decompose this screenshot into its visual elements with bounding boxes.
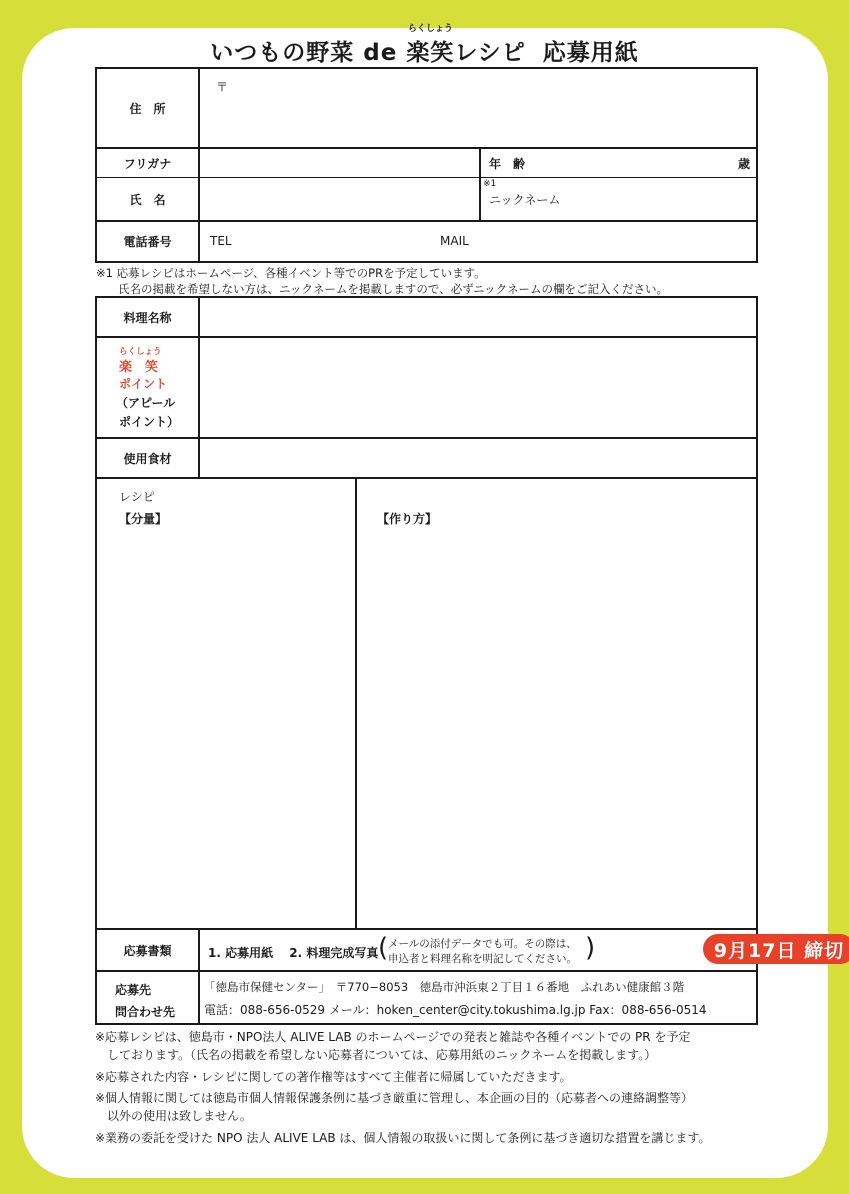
tel-label: TEL bbox=[210, 234, 232, 248]
title-rakusho bbox=[406, 24, 455, 67]
appeal-rakusho: 楽 笑 bbox=[119, 360, 159, 375]
title-text-3: 楽笑 bbox=[406, 40, 455, 66]
phone-label: 電話番号 bbox=[123, 235, 172, 249]
appeal-point-word: ポイント bbox=[119, 377, 168, 391]
form-title bbox=[0, 24, 849, 67]
ingredients-field[interactable] bbox=[200, 439, 756, 477]
title-text-1: いつもの野菜 bbox=[210, 40, 355, 66]
amount-label: 【分量】 bbox=[119, 512, 168, 526]
appeal-ruby: らくしょう bbox=[119, 347, 162, 357]
phone-field[interactable] bbox=[200, 222, 756, 261]
note-1-line-1: ※1 応募レシピはホームページ、各種イベント等でのPRを予定しています。 bbox=[96, 266, 486, 280]
age-field[interactable] bbox=[481, 149, 756, 177]
appeal-point-field[interactable] bbox=[200, 338, 756, 437]
applicant-block bbox=[95, 67, 758, 263]
footnote-2: ※応募された内容・レシピに関しての著作権等はすべて主催者に帰属していただきます。 bbox=[95, 1070, 572, 1084]
method-label: 【作り方】 bbox=[377, 512, 438, 526]
footnote-1b: しております。（氏名の掲載を希望しない応募者については、応募用紙のニックネームを掲載します。） bbox=[107, 1048, 657, 1062]
paren-note-1: メールの添付データでも可。その際は、 bbox=[388, 938, 577, 950]
appeal-point-label bbox=[97, 338, 198, 437]
appeal-paren-1: （アピール bbox=[116, 396, 176, 410]
name-label: 氏 名 bbox=[129, 192, 166, 207]
dish-name-label: 料理名称 bbox=[123, 310, 172, 325]
footnote-4: ※業務の委託を受けた NPO 法人 ALIVE LAB は、個人情報の取扱いに関して条例に基づき適切な措置を講じます。 bbox=[95, 1131, 711, 1145]
address-label: 住 所 bbox=[129, 101, 166, 116]
method-field[interactable] bbox=[357, 479, 756, 928]
paren-open: ( bbox=[378, 933, 389, 963]
contact-label-1: 応募先 bbox=[115, 983, 152, 997]
footnote-1a: ※応募レシピは、徳島市・NPO法人 ALIVE LAB のホームページでの発表と雑誌や各種イベントでの PR を予定 bbox=[95, 1030, 691, 1044]
note-1-line-2: 氏名の掲載を希望しない方は、ニックネームを掲載しますので、必ずニックネームの欄をご記入ください。 bbox=[118, 282, 669, 296]
mail-label: MAIL bbox=[440, 234, 469, 248]
submission-block bbox=[95, 928, 845, 1025]
title-text-de: de bbox=[363, 40, 398, 66]
paren-close: ) bbox=[585, 933, 596, 963]
docs-field bbox=[200, 930, 845, 970]
title-text-4: レシピ bbox=[454, 40, 526, 66]
footnote-3a: ※個人情報に関しては徳島市個人情報保護条例に基づき厳重に管理し、本企画の目的（応募者への連絡調整等） bbox=[95, 1091, 694, 1105]
contact-label-2: 問合わせ先 bbox=[115, 1005, 176, 1019]
contact-field bbox=[200, 972, 756, 1023]
title-text-5: 応募用紙 bbox=[542, 40, 639, 66]
nickname-label: ニックネーム bbox=[489, 193, 561, 207]
contact-line-1: 「徳島市保健センター」 〒770−8053 徳島市沖浜東２丁目１６番地 ふれあい健康館３階 bbox=[204, 980, 685, 994]
furigana-label: フリガナ bbox=[123, 156, 172, 171]
nickname-mark: ※1 bbox=[483, 179, 497, 189]
appeal-paren-2: ポイント） bbox=[119, 415, 180, 429]
recipe-label: レシピ bbox=[119, 490, 155, 504]
age-unit: 歳 bbox=[737, 157, 750, 171]
paren-note-2: 申込者と料理名称を明記してください。 bbox=[388, 953, 577, 965]
age-label: 年 齢 bbox=[489, 157, 526, 171]
contact-line-2: 電話：088-656-0529 メール：hoken_center@city.tokushima.lg.jp Fax：088-656-0514 bbox=[204, 1003, 707, 1017]
contact-label bbox=[97, 972, 198, 1023]
ingredients-label: 使用食材 bbox=[123, 451, 172, 466]
name-field[interactable] bbox=[200, 178, 479, 220]
docs-text: 1. 応募用紙 2. 料理完成写真 bbox=[208, 946, 379, 960]
nickname-field[interactable] bbox=[481, 178, 756, 220]
footnote-3b: 以外の使用は致しません。 bbox=[107, 1109, 252, 1123]
postal-mark: 〒 bbox=[216, 80, 229, 94]
deadline-badge: 9月17日 締切 bbox=[703, 934, 849, 964]
amount-field[interactable] bbox=[97, 479, 355, 928]
dish-name-field[interactable] bbox=[200, 298, 756, 336]
docs-label: 応募書類 bbox=[123, 943, 172, 958]
furigana-field[interactable] bbox=[200, 149, 479, 177]
recipe-block bbox=[95, 296, 758, 930]
address-field[interactable] bbox=[200, 69, 756, 147]
title-ruby: らくしょう bbox=[407, 24, 453, 34]
